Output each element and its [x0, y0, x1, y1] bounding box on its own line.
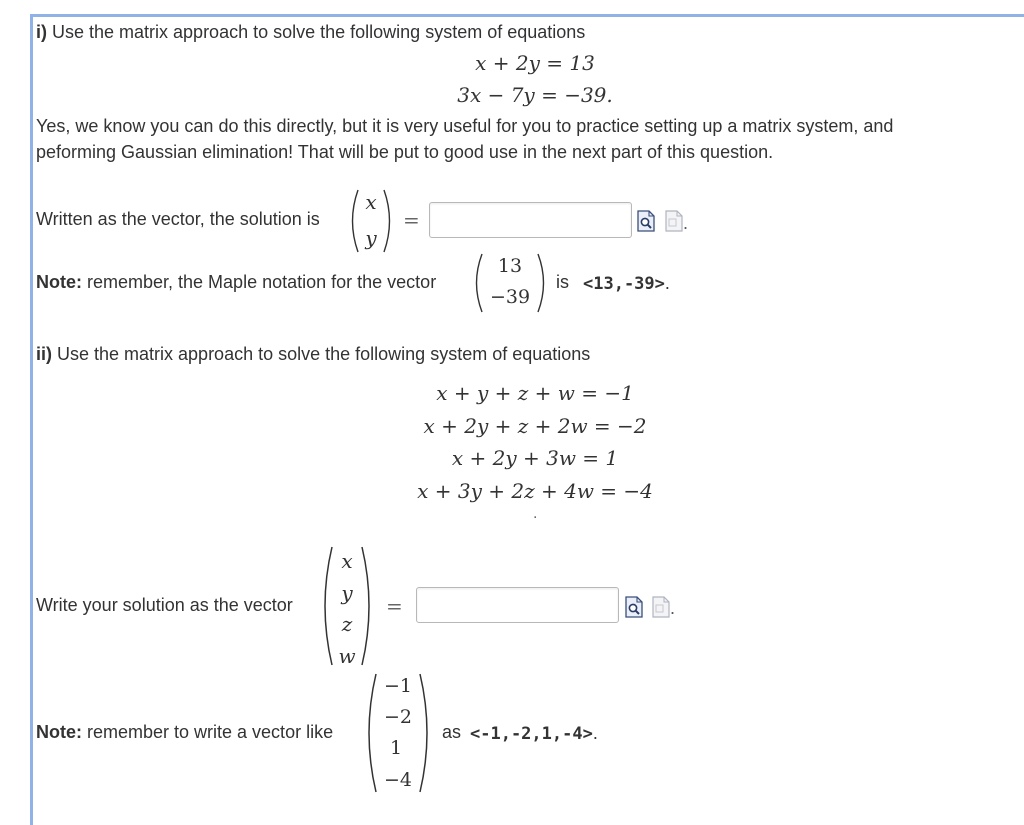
part1-answer-prompt: Written as the vector, the solution is — [36, 209, 320, 229]
maple-syntax-icon[interactable] — [665, 210, 683, 232]
maple-syntax-icon[interactable] — [652, 596, 670, 618]
vector-entry-y: y — [365, 226, 377, 250]
right-paren — [382, 188, 396, 254]
part2-title: ii) Use the matrix approach to solve the following system of equations — [36, 344, 591, 364]
example-vector-entry-1: 13 — [497, 255, 523, 277]
right-paren — [418, 672, 434, 794]
right-paren — [360, 545, 376, 667]
part2-note-as: as — [442, 722, 462, 742]
part1-title: i) Use the matrix approach to solve the following system of equations — [36, 22, 586, 42]
part1-explanation-line-1: Yes, we know you can do this directly, but it is very useful for you to practice setting up a matrix system, and — [36, 116, 894, 136]
part2-equation-4: x + 3y + 2z + 4w = −4 — [417, 479, 653, 503]
part2-note: Note: remember to write a vector like — [36, 722, 334, 742]
vector-entry-x: x — [365, 190, 377, 214]
left-paren — [346, 188, 360, 254]
example-vector-entry-1: −1 — [383, 675, 412, 697]
trailing-dot: . — [533, 505, 538, 522]
part2-equation-2: x + 2y + z + 2w = −2 — [423, 414, 647, 438]
part1-example-notation: <13,-39>. — [583, 273, 670, 294]
equals-sign: = — [403, 208, 420, 232]
part2-equation-1: x + y + z + w = −1 — [436, 381, 634, 405]
part2-answer-input[interactable] — [416, 587, 619, 623]
equals-sign: = — [386, 594, 403, 618]
vector-entry-w: w — [338, 644, 356, 668]
example-vector-entry-3: 1 — [389, 737, 403, 759]
part2-answer-prompt: Write your solution as the vector — [36, 595, 293, 615]
example-vector-entry-2: −2 — [383, 706, 412, 728]
preview-icon[interactable] — [625, 596, 643, 618]
right-paren — [536, 252, 550, 314]
part1-note: Note: remember, the Maple notation for the vector — [36, 272, 437, 292]
part1-note-is: is — [556, 272, 569, 292]
left-paren — [318, 545, 334, 667]
example-vector-entry-4: −4 — [383, 769, 412, 791]
vector-entry-y: y — [341, 581, 353, 605]
example-vector-entry-2: −39 — [489, 286, 531, 308]
part1-equation-2: 3x − 7y = −39. — [457, 83, 613, 107]
part1-answer-period: . — [683, 213, 689, 233]
part1-explanation-line-2: peforming Gaussian elimination! That will be put to good use in the next part of this question. — [36, 142, 774, 162]
part2-equation-3: x + 2y + 3w = 1 — [451, 446, 619, 470]
part2-answer-period: . — [670, 598, 676, 618]
vector-entry-x: x — [341, 549, 353, 573]
vector-entry-z: z — [341, 612, 353, 636]
part1-equation-1: x + 2y = 13 — [475, 51, 595, 75]
part1-answer-input[interactable] — [429, 202, 632, 238]
part2-example-notation: <-1,-2,1,-4>. — [470, 723, 598, 744]
preview-icon[interactable] — [637, 210, 655, 232]
